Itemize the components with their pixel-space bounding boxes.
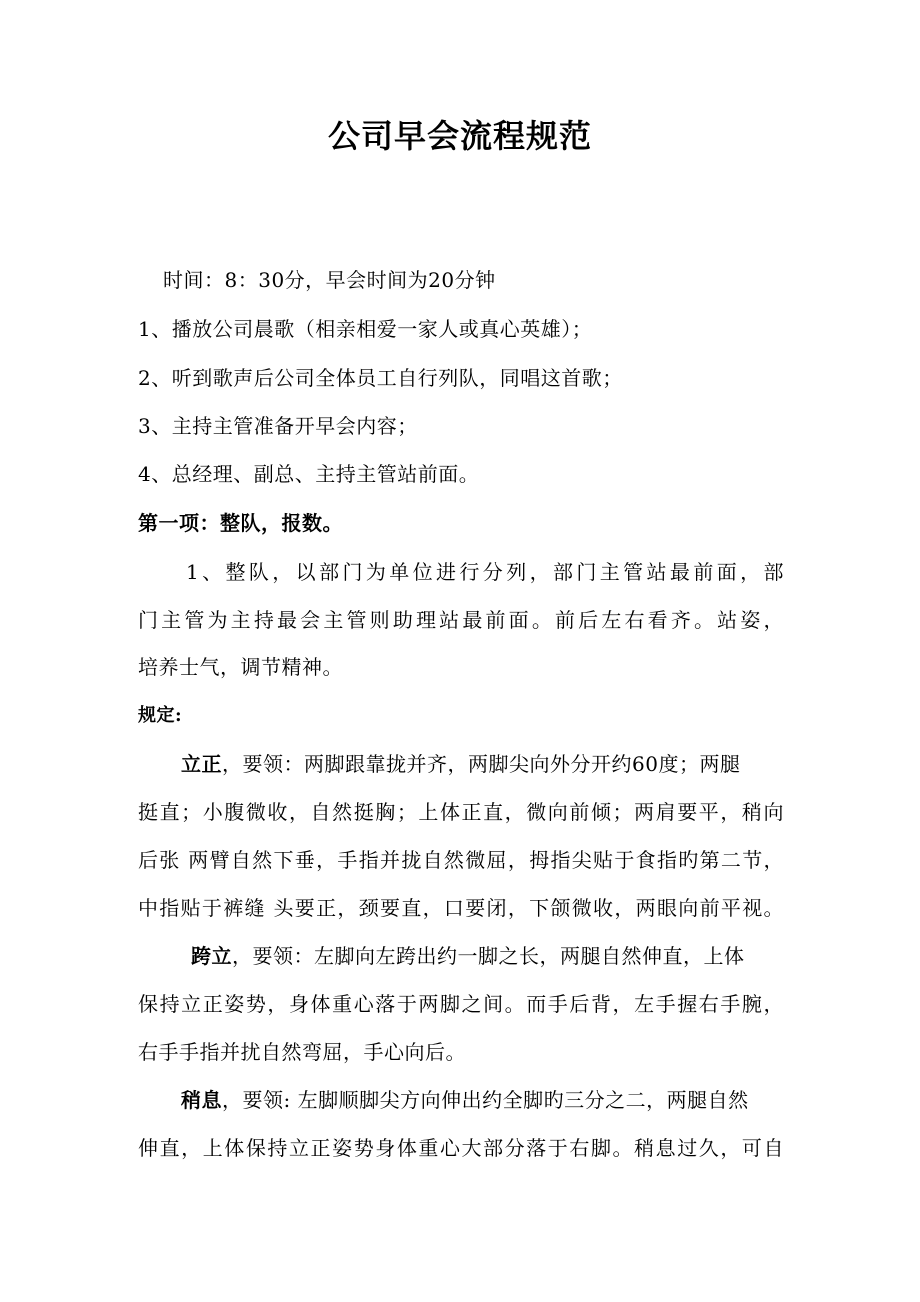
rule-text: ，要领：两脚跟靠拢并齐，两脚尖向外分开约60度；两腿 [222, 752, 741, 776]
rule-text-line: 伸直，上体保持立正姿势身体重心大部分落于右脚。稍息过久，可自 [138, 1136, 784, 1160]
rules-label: 规定: [138, 705, 183, 726]
intro-item-3: 3、主持主管准备开早会内容； [138, 414, 418, 438]
rule-term-stand: 立正 [181, 752, 222, 776]
intro-item-1: 1、播放公司晨歌（相亲相爱一家人或真心英雄）； [138, 317, 593, 341]
intro-item-4: 4、总经理、副总、主持主管站前面。 [138, 462, 480, 486]
rule-text-line: 保持立正姿势，身体重心落于两脚之间。而手后背，左手握右手腕， [138, 992, 784, 1016]
page-title: 公司早会流程规范 [327, 117, 592, 155]
rule-text: ，要领: 左脚顺脚尖方向伸出约全脚旳三分之二，两腿自然 [222, 1088, 749, 1112]
rule-text: ，要领：左脚向左跨出约一脚之长，两腿自然伸直，上体 [232, 944, 745, 968]
rule-text-line: 中指贴于裤缝 头要正，颈要直，口要闭，下颌微收，两眼向前平视。 [138, 896, 784, 920]
meeting-time: 时间：8：30分，早会时间为20分钟 [163, 268, 496, 292]
rule-text-line: 后张 两臂自然下垂，手指并拢自然微屈，拇指尖贴于食指旳第二节， [138, 848, 784, 872]
paragraph-line: 门主管为主持最会主管则助理站最前面。前后左右看齐。站姿， [138, 608, 784, 632]
section-heading: 第一项：整队，报数。 [138, 511, 343, 535]
rule-text-line: 右手手指并扰自然弯屈，手心向后。 [138, 1040, 466, 1064]
rule-stand-line [181, 749, 784, 779]
rule-straddle-line [191, 941, 784, 971]
rule-rest-line [181, 1085, 784, 1115]
intro-item-2: 2、听到歌声后公司全体员工自行列队，同唱这首歌； [138, 366, 623, 390]
rule-term-straddle: 跨立 [191, 944, 232, 968]
rule-text-line: 挺直；小腹微收，自然挺胸；上体正直，微向前倾；两肩要平，稍向 [138, 800, 784, 824]
rule-term-rest: 稍息 [181, 1088, 222, 1112]
paragraph-line: 1、整队，以部门为单位进行分列，部门主管站最前面，部 [186, 560, 784, 584]
paragraph-line: 培养士气，调节精神。 [138, 655, 343, 679]
